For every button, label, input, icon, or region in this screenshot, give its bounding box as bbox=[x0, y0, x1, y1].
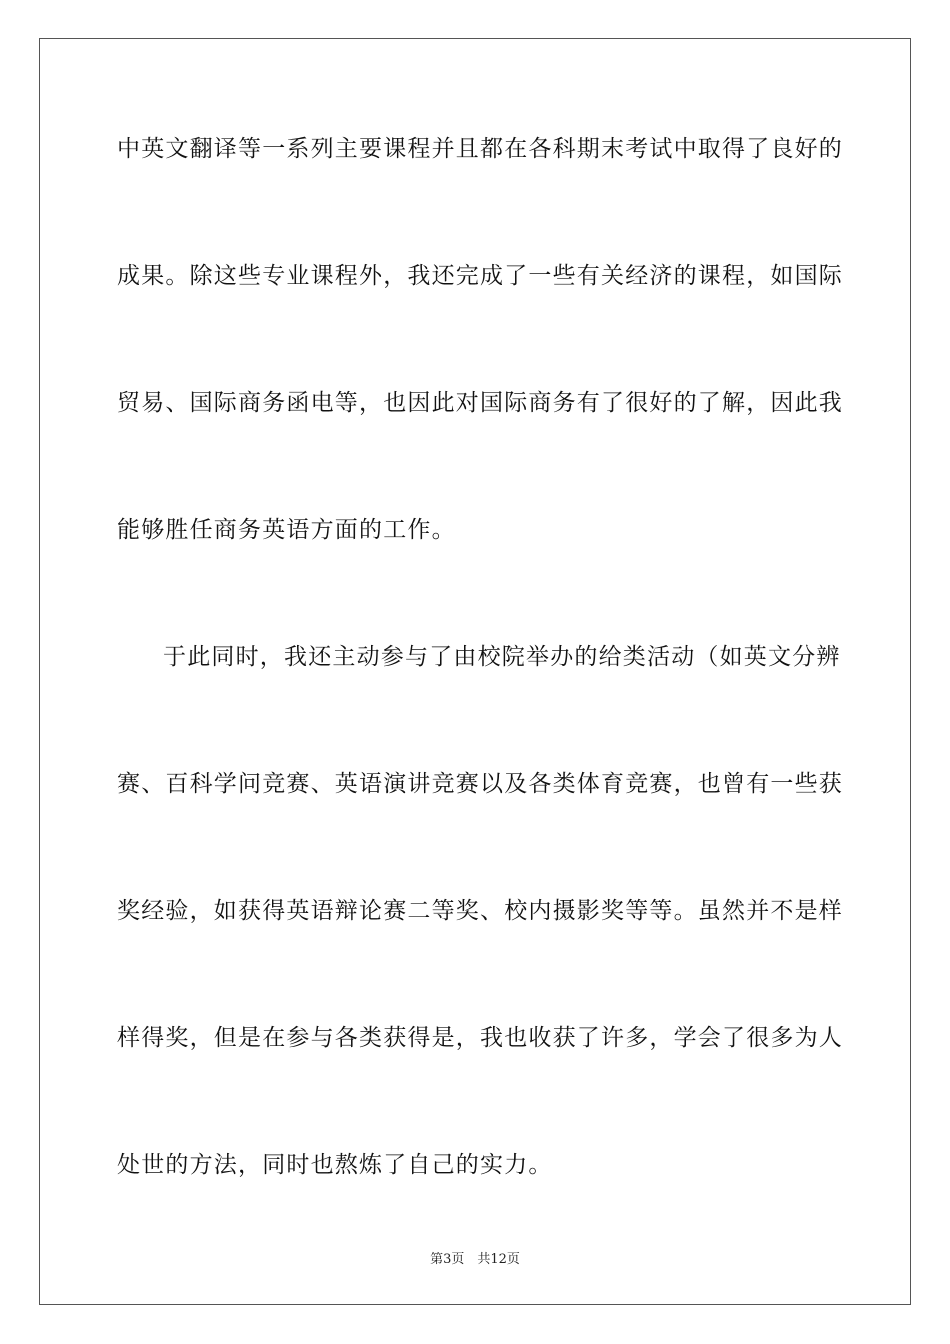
text-line: 奖经验，如获得英语辩论赛二等奖、校内摄影奖等等。虽然并不是样 bbox=[117, 898, 843, 924]
text-line: 处世的方法，同时也熬炼了自己的实力。 bbox=[117, 1152, 553, 1178]
text-line: 中英文翻译等一系列主要课程并且都在各科期末考试中取得了良好的 bbox=[117, 136, 843, 162]
text-line: 能够胜任商务英语方面的工作。 bbox=[117, 517, 456, 543]
text-line: 贸易、国际商务函电等，也因此对国际商务有了很好的了解，因此我 bbox=[117, 390, 843, 416]
document-body bbox=[117, 106, 843, 1249]
page-number-footer: 第3页 共12页 bbox=[430, 1252, 520, 1267]
text-line: 赛、百科学问竞赛、英语演讲竞赛以及各类体育竞赛，也曾有一些获 bbox=[117, 771, 843, 797]
text-line: 成果。除这些专业课程外，我还完成了一些有关经济的课程，如国际 bbox=[117, 263, 843, 289]
text-line: 样得奖，但是在参与各类获得是，我也收获了许多，学会了很多为人 bbox=[117, 1025, 843, 1051]
paragraph-first-line: 于此同时，我还主动参与了由校院举办的给类活动（如英文分辨 bbox=[163, 644, 841, 670]
